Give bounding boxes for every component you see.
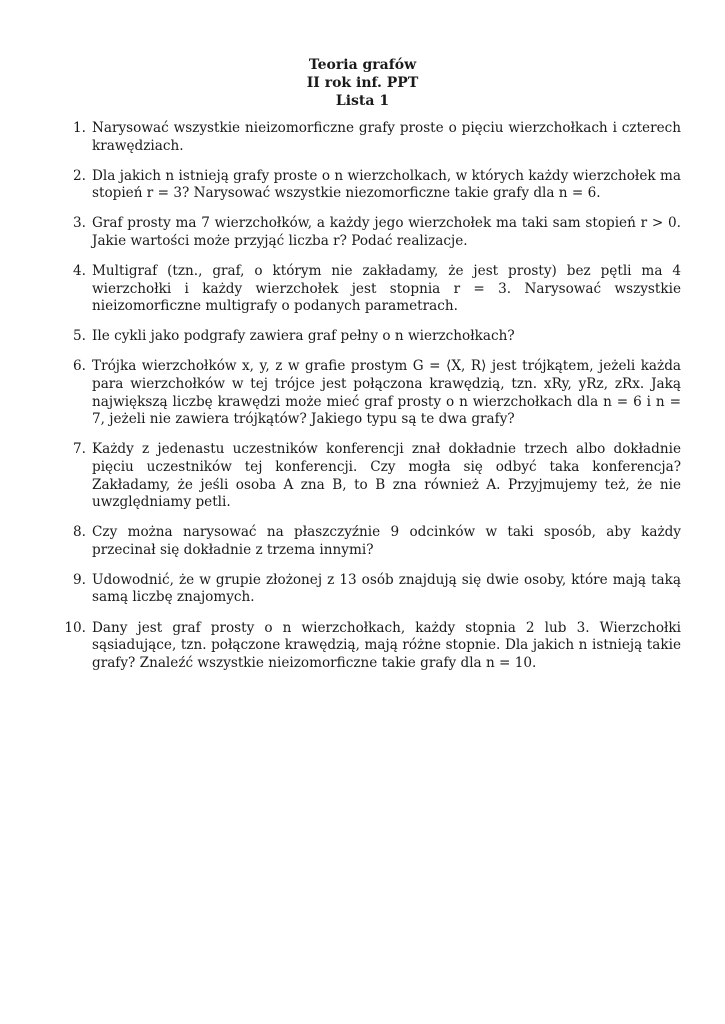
- problem-text: Każdy z jedenastu uczestników konferencji znał dokładnie trzech albo dokładnie pięciu uczestników tej konferencji. Czy mogła się odbyć taka konferencja? Zakładamy, że jeśli osoba A zna B, to B zna również A. Przyjmujemy też, że nie uwzględniamy petli.: [92, 441, 681, 511]
- problem-number: 7.: [73, 441, 86, 458]
- problem-text: Udowodnić, że w grupie złożonej z 13 osób znajdują się dwie osoby, które mają taką samą liczbę znajomych.: [92, 571, 681, 606]
- document-header: [0, 56, 725, 110]
- problem-text: Ile cykli jako podgrafy zawiera graf pełny o n wierzchołkach?: [92, 328, 515, 345]
- problem-item-6: [64, 358, 681, 428]
- problem-number: 3.: [73, 215, 86, 232]
- problem-text: Czy można narysować na płaszczyźnie 9 odcinków w taki sposób, aby każdy przecinał się dokładnie z trzema innymi?: [92, 524, 681, 558]
- problem-text: Dany jest graf prosty o n wierzchołkach, każdy stopnia 2 lub 3. Wierzchołki sąsiadujące, tzn. połączone krawędzią, mają różne stopnie. Dla jakich n istnieją takie grafy? Znaleźć wszystkie nieizomorficzne takie grafy dla n = 10.: [92, 619, 681, 671]
- problem-item-7: [64, 441, 681, 511]
- problem-number: 1.: [73, 120, 86, 136]
- problem-number: 2.: [73, 167, 86, 184]
- problem-item-4: [64, 263, 681, 316]
- problem-text: Narysować wszystkie nieizomorficzne grafy proste o pięciu wierzchołkach i czterech krawędziach.: [92, 120, 681, 154]
- problem-item-10: [64, 620, 681, 673]
- problem-item-2: [64, 168, 681, 203]
- problem-number: 6.: [73, 358, 86, 375]
- problem-text: Graf prosty ma 7 wierzchołków, a każdy jego wierzchołek ma taki sam stopień r > 0. Jakie wartości może przyjąć liczba r? Podać realizacje.: [92, 215, 681, 249]
- problem-list: [64, 120, 681, 685]
- problem-number: 4.: [73, 263, 86, 280]
- problem-item-5: [64, 328, 681, 346]
- problem-number: 8.: [73, 524, 86, 541]
- problem-number: 9.: [73, 571, 86, 588]
- problem-item-8: [64, 524, 681, 559]
- list-name: Lista 1: [335, 93, 390, 109]
- problem-number: 10.: [64, 619, 86, 636]
- problem-text: Dla jakich n istnieją grafy proste o n wierzcholkach, w których każdy wierzchołek ma stopień r = 3? Narysować wszystkie niezomorficzne takie grafy dla n = 6.: [92, 167, 681, 202]
- problem-text: Multigraf (tzn., graf, o którym nie zakładamy, że jest prosty) bez pętli ma 4 wierzchołki i każdy wierzchołek jest stopnia r = 3. Narysować wszystkie nieizomorficzne multigrafy o podanych parametrach.: [92, 263, 681, 315]
- course-name: II rok inf. PPT: [306, 75, 419, 91]
- problem-text: Trójka wierzchołków x, y, z w grafie prostym G = ⟨X, R⟩ jest trójkątem, jeżeli każda para wierzchołków w tej trójce jest połączona krawędzią, tzn. xRy, yRz, zRx. Jaką największą liczbę krawędzi może mieć graf prosty o n wierzchołkach dla n = 6 i n = 7, jeżeli nie zawiera trójkątów? Jakiego typu są te dwa grafy?: [92, 358, 681, 428]
- problem-item-9: [64, 572, 681, 607]
- problem-number: 5.: [73, 328, 86, 345]
- document-title: Teoria grafów: [308, 57, 417, 73]
- problem-item-3: [64, 215, 681, 250]
- problem-item-1: [64, 120, 681, 155]
